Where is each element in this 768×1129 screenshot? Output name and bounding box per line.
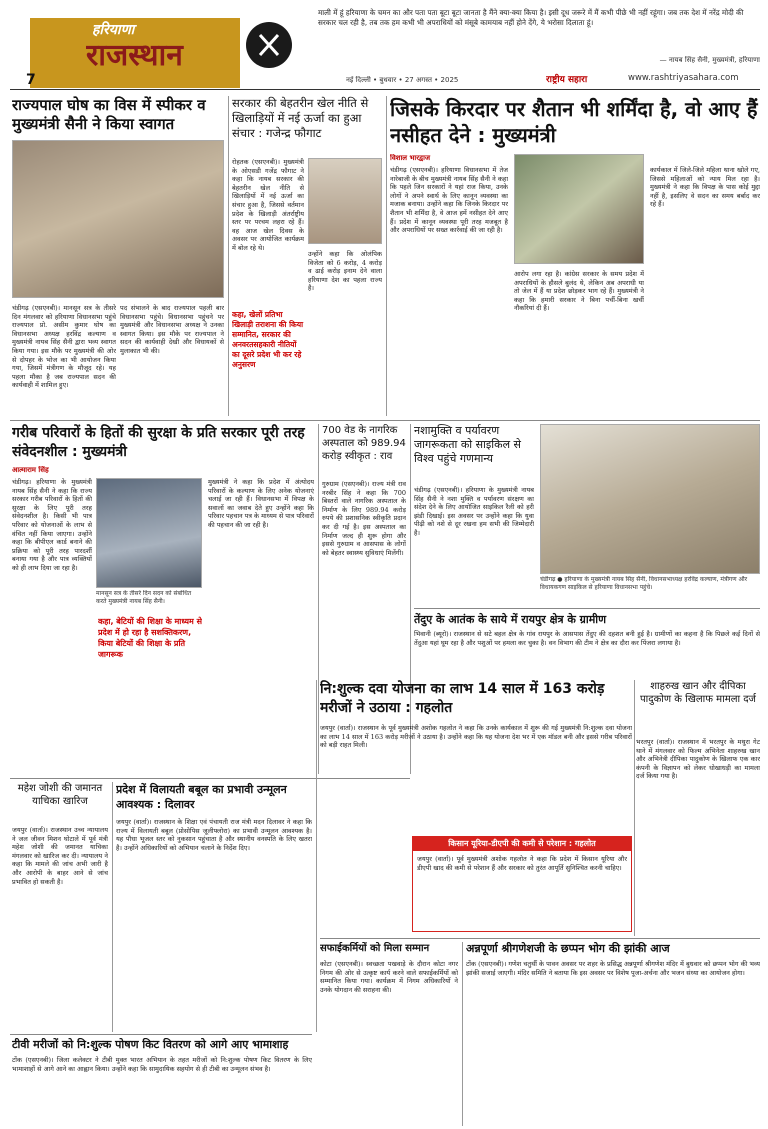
column-divider: [112, 782, 113, 1032]
masthead-dateline: नई दिल्ली • बुधवार • 27 अगस्त • 2025: [346, 76, 459, 84]
story-poor-families: [12, 424, 314, 774]
story-headline: गरीब परिवारों के हितों की सुरक्षा के प्रति सरकार पूरी तरह संवेदनशील : मुख्यमंत्री: [12, 425, 305, 460]
story-body-col3: कार्यकाल में जिले-जिले महिला थाना खोले गए, जिससे महिलाओं को न्याय मिल रहा है। मुख्यमंत्री ने कहा कि विपक्ष के पास कोई मुद्दा नहीं है, इसलिए वे सदन का समय बर्बाद कर रहे हैं।: [650, 166, 760, 209]
story-headline: जिसके किरदार पर शैतान भी शर्मिंदा है, वो आए हैं नसीहत देने : मुख्यमंत्री: [390, 97, 758, 147]
story-body: चंडीगढ़ (एसएनबी)। मानसून सत्र के तीसरे दिन मंगलवार को हरियाणा विधानसभा पहुंचे राज्यपाल प्रो. असीम कुमार घोष का विधानसभा अध्यक्ष हरविंद्र कल्याण व मुख्यमंत्री नायब सिंह सैनी द्वारा भव्य स्वागत किया गया। इस मौके पर मुख्यमंत्री की ओर से दोपहर के भोज का भी आयोजन किया गया, जिसमें मंत्रीगण के मौजूद रहे। यह पहला मौका है जब राज्यपाल सदन की कार्यवाही में शामिल हुए।: [12, 304, 116, 390]
story-headline: नशामुक्ति व पर्यावरण जागरूकता को साइकिल से विश्व पहुंचे गणमान्य: [414, 424, 521, 465]
sidebar-box-body: जयपुर (वार्ता)। पूर्व मुख्यमंत्री अशोक गहलोत ने कहा कि प्रदेश में किसान यूरिया और डीएपी खाद की कमी से परेशान हैं और सरकार को तुरंत आपूर्ति सुनिश्चित करनी चाहिए।: [417, 855, 627, 872]
story-headline: सफाईकर्मियों को मिला सम्मान: [320, 943, 430, 954]
story-body: गुरुग्राम (एसएनबी)। राज्य मंत्री राव नरबीर सिंह ने कहा कि 700 बिस्तरों वाले नागरिक अस्पताल के निर्माण के लिए 989.94 करोड़ रुपये की प्रशासनिक स्वीकृति प्रदान कर दी गई है। इस अस्पताल का निर्माण जल्द ही शुरू होगा और इससे गुरुग्राम व आसपास के लोगों को बेहतर स्वास्थ्य सुविधाएं मिलेंगी।: [322, 480, 406, 557]
photo-caption: मानसून सत्र के तीसरे दिन सदन को संबोधित करते मुख्यमंत्री नायब सिंह सैनी।: [96, 590, 192, 605]
masthead-logo: [30, 18, 240, 88]
story-headline: सरकार की बेहतरीन खेल नीति से खिलाड़ियों में नई ऊर्जा का हुआ संचार : गजेन्द्र फौगाट: [232, 96, 369, 140]
paper-name: राष्ट्रीय सहारा: [546, 75, 588, 85]
story-body: टोंक (एसएनबी)। गणेश चतुर्थी के पावन अवसर पर शहर के प्रसिद्ध अन्नपूर्णा श्रीगणेश मंदिर में बुधवार को छप्पन भोग की भव्य झांकी सजाई जाएगी। मंदिर समिति ने बताया कि इस अवसर पर विशेष पूजा-अर्चना और भजन संध्या का आयोजन होगा।: [466, 960, 760, 977]
story-headline: नि:शुल्क दवा योजना का लाभ 14 साल में 163 करोड़ मरीजों ने उठाया : गहलोत: [320, 681, 605, 716]
story-body: टोंक (एसएनबी)। जिला कलेक्टर ने टीबी मुक्त भारत अभियान के तहत मरीजों को नि:शुल्क पोषण किट वितरण के लिए भामाशाहों से आगे आने का आह्वान किया। उन्होंने कहा कि सामुदायिक सहयोग से ही टीबी का उन्मूलन संभव है।: [12, 1056, 312, 1073]
story-free-medicine: [320, 680, 632, 936]
story-headline: तेंदुए के आतंक के साये में रायपुर क्षेत्र के ग्रामीण: [414, 613, 607, 626]
section-rule: [10, 420, 760, 421]
story-body-col2: मुख्यमंत्री ने कहा कि प्रदेश में अंत्योदय परिवारों के कल्याण के लिए अनेक योजनाएं चलाई जा रही हैं। विधानसभा में विपक्ष के सवालों का जवाब देते हुए उन्होंने कहा कि परिवार पहचान पत्र के माध्यम से पात्र परिवारों की पहचान की जा रही है।: [208, 478, 314, 529]
story-tb-kits: [12, 1038, 312, 1126]
pull-quote: कहा, बेटियों की शिक्षा के माध्यम से प्रदेश में हो रहा है सशक्तिकरण, किया बेटियों की शिक्षा के प्रति जागरूक: [98, 617, 202, 659]
story-body: चंडीगढ़ (एसएनबी)। हरियाणा के मुख्यमंत्री नायब सिंह सैनी ने नशा मुक्ति व पर्यावरण संरक्षण का संदेश देने के लिए आयोजित साइकिल रैली को हरी झंडी दिखाई। इस अवसर पर उन्होंने कहा कि युवा पीढ़ी को नशे से दूर रखना हम सभी की जिम्मेदारी है।: [414, 486, 534, 537]
story-sports-policy: [232, 96, 382, 416]
column-divider: [634, 680, 635, 936]
story-mahesh-joshi: [12, 782, 108, 1032]
column-divider: [316, 680, 317, 1032]
story-headline: राज्यपाल घोष का विस में स्पीकर व मुख्यमंत्री सैनी ने किया स्वागत: [12, 96, 206, 133]
column-divider: [318, 424, 319, 774]
quote-attribution: — नायब सिंह सैनी, मुख्यमंत्री, हरियाणा: [659, 56, 760, 64]
masthead-rule: [10, 89, 760, 90]
masthead: [0, 0, 768, 92]
story-body: भिवानी (ब्यूरो)। राजस्थान से सटे बहल क्षेत्र के गांव रायपुर के आसपास तेंदुए की दहशत बनी हुई है। ग्रामीणों का कहना है कि पिछले कई दिनों से तेंदुआ यहां घूम रहा है और पशुओं पर हमला कर चुका है। वन विभाग की टीम ने क्षेत्र का दौरा कर पिंजरा लगाया है।: [414, 630, 760, 647]
website-link[interactable]: www.rashtriyasahara.com: [628, 73, 739, 83]
section-rule: [10, 1034, 312, 1035]
sidebar-box-title: किसान यूरिया-डीएपी की कमी से परेशान : गहलोत: [413, 837, 631, 851]
pull-quote: कहा, खेलों प्रतिभा खिलाड़ी तराशना की किया सम्मानित, सरकार की अनवरतसहकारी नीतियों का दूसरे प्रदेश भी कर रहे अनुसरण: [232, 310, 304, 369]
story-headline: शाहरुख खान और दीपिका पादुकोण के खिलाफ मामला दर्ज: [640, 681, 756, 705]
assembly-photo: [96, 478, 202, 588]
story-body: भरतपुर (वार्ता)। राजस्थान में भरतपुर के मथुरा गेट थाने में मंगलवार को फिल्म अभिनेता शाहरुख खान और अभिनेत्री दीपिका पादुकोण के खिलाफ एक कार कंपनी के विज्ञापन को लेकर धोखाधड़ी का मामला दर्ज किया गया है।: [636, 738, 760, 781]
story-babool: [116, 782, 312, 1032]
story-byline: विशाल भारद्वाज: [390, 154, 431, 162]
story-governor: [12, 96, 224, 416]
cycle-rally-photo: [540, 424, 760, 574]
story-body: चंडीगढ़ (एसएनबी)। हरियाणा विधानसभा में तेज नारेबाजी के बीच मुख्यमंत्री नायब सिंह सैनी ने कहा कि पहले जिन सरकारों ने यहां राज किया, उनके लोगों ने अपने स्वार्थ के लिए कानून व्यवस्था का मजाक बनाया। उन्होंने कहा कि जिनके किरदार पर शैतान भी शर्मिंदा है, वे आज हमें नसीहत देने आए हैं। प्रदेश में कानून व्यवस्था पूरी तरह मजबूत है और अपराधियों पर सख्त कार्रवाई की जा रही है।: [390, 166, 508, 235]
story-byline: आत्माराम सिंह: [12, 466, 49, 474]
masthead-title: राजस्थान: [86, 38, 183, 73]
story-body: जयपुर (वार्ता)। राजस्थान उच्च न्यायालय ने जल जीवन मिशन घोटाले में पूर्व मंत्री महेश जोशी की जमानत याचिका मंगलवार को खारिज कर दी। न्यायालय ने कहा कि मामले की जांच अभी जारी है और आरोपी के बाहर आने से जांच प्रभावित हो सकती है।: [12, 826, 108, 886]
story-body-col2: पद संभालने के बाद राज्यपाल पहली बार विधानसभा पहुंचे। विधानसभा पहुंचने पर मुख्यमंत्री और विधानसभा अध्यक्ष ने उनका स्वागत किया। इस मौके पर राज्यपाल ने सदन की कार्यवाही देखी और विधायकों से मुलाकात भी की।: [120, 304, 224, 355]
sports-photo: [308, 158, 382, 244]
story-leopard: [414, 612, 760, 676]
story-sanitation-workers: [320, 942, 458, 1126]
story-headline: प्रदेश में विलायती बबूल का प्रभावी उन्मूलन आवश्यक : दिलावर: [116, 783, 287, 811]
column-divider: [228, 96, 229, 416]
story-cycle-rally: [414, 424, 760, 604]
story-srk: [636, 680, 760, 888]
x-logo-icon[interactable]: [246, 22, 292, 68]
story-body: चंडीगढ़। हरियाणा के मुख्यमंत्री नायब सिंह सैनी ने कहा कि राज्य सरकार गरीब परिवारों के हितों की सुरक्षा के लिए पूरी तरह संवेदनशील है। किसी भी पात्र परिवार को योजनाओं के लाभ से वंचित नहीं किया जाएगा। उन्होंने कहा कि बीपीएल कार्ड बनाने की प्रक्रिया को पूरी तरह पारदर्शी बनाया गया है और पात्र व्यक्तियों को ही लाभ दिया जा रहा है।: [12, 478, 92, 572]
cm-house-photo: [514, 154, 644, 264]
story-ganesh: [466, 942, 760, 1126]
story-body: कोटा (एसएनबी)। स्वच्छता पखवाड़े के दौरान कोटा नगर निगम की ओर से उत्कृष्ट कार्य करने वाले सफाईकर्मियों को सम्मानित किया गया। कार्यक्रम में निगम अधिकारियों ने उनके योगदान की सराहना की।: [320, 960, 458, 994]
story-body: रोहतक (एसएनबी)। मुख्यमंत्री के ओएसडी गजेंद्र फौगाट ने कहा कि नायब सरकार की बेहतरीन खेल नीति से खिलाड़ियों में नई ऊर्जा का संचार हुआ है, जिससे वर्तमान प्रदेश के खिलाड़ी अंतर्राष्ट्रीय स्तर पर परचम लहरा रहे हैं। वह आज खेल दिवस के अवसर पर आयोजित कार्यक्रम में बोल रहे थे।: [232, 158, 304, 252]
sidebar-box: [412, 836, 632, 932]
story-body: जयपुर (वार्ता)। राजस्थान के शिक्षा एवं पंचायती राज मंत्री मदन दिलावर ने कहा कि राज्य में विलायती बबूल (प्रोसोपिस जूलीफ्लोरा) का प्रभावी उन्मूलन आवश्यक है। यह पौधा भूजल स्तर को नुकसान पहुंचाता है और स्थानीय वनस्पति के लिए खतरा है। उन्होंने अधिकारियों को अभियान चलाने के निर्देश दिए।: [116, 818, 312, 852]
masthead-region: हरियाणा: [92, 22, 135, 38]
story-headline: टीवी मरीजों को नि:शुल्क पोषण किट वितरण को आगे आए भामाशाह: [12, 1038, 289, 1051]
section-rule: [414, 608, 760, 609]
story-lead-cm: [390, 96, 760, 416]
page-number: 7: [26, 72, 36, 88]
section-rule: [320, 938, 760, 939]
governor-photo: [12, 140, 224, 298]
story-body: जयपुर (वार्ता)। राजस्थान के पूर्व मुख्यमंत्री अशोक गहलोत ने कहा कि उनके कार्यकाल में शुरू की गई मुख्यमंत्री नि:शुल्क दवा योजना का लाभ 14 साल में 163 करोड़ मरीजों ने उठाया है। उन्होंने कहा कि यह योजना देश भर में एक मॉडल बनी और इससे गरीब परिवारों को बड़ी राहत मिली।: [320, 724, 632, 750]
story-body-col2: उन्होंने कहा कि ओलंपिक विजेता को 6 करोड़, 4 करोड़ व ढाई करोड़ इनाम देने वाला हरियाणा देश का पहला राज्य है।: [308, 250, 382, 293]
column-divider: [386, 96, 387, 416]
column-divider: [462, 942, 463, 1126]
story-body-col2: आरोप लगा रहा है। कांग्रेस सरकार के समय प्रदेश में अपराधियों के हौसले बुलंद थे, लेकिन अब अपराधी या तो जेल में हैं या प्रदेश छोड़कर भाग रहे हैं। मुख्यमंत्री ने कहा कि हमारी सरकार ने बिना पर्ची-बिना खर्ची नौकरियां दी हैं।: [514, 270, 644, 313]
photo-caption: चंडीगढ़ ● हरियाणा के मुख्यमंत्री नायब सिंह सैनी, विधानसभाध्यक्ष हरविंद्र कल्याण, मंत्रीगण और विधायकगण साइकिल से हरियाणा विधानसभा पहुंचे।: [540, 576, 748, 591]
masthead-quote: माली में हूं हरियाणा के चमन का और पता पता बूटा बूटा जानता है मैंने क्या-क्या किया है। इसी दूध जरूरे में मैं कभी पीछे भी नहीं रहूंगा। जब तक देश में नरेंद्र मोदी की सरकार चल रही है, तब तक हम कभी भी अपराधियों को मंसूबे कामयाब नहीं होने देंगे, ये भरोसा दिलाता हूं।: [318, 8, 744, 27]
story-headline: महेश जोशी की जमानत याचिका खारिज: [17, 783, 103, 807]
story-headline: 700 वेड के नागरिक अस्पताल को 989.94 करोड़ स्वीकृत : राव: [322, 425, 406, 462]
story-headline: अन्नपूर्णा श्रीगणेशजी के छप्पन भोग की झांकी आज: [466, 942, 670, 955]
